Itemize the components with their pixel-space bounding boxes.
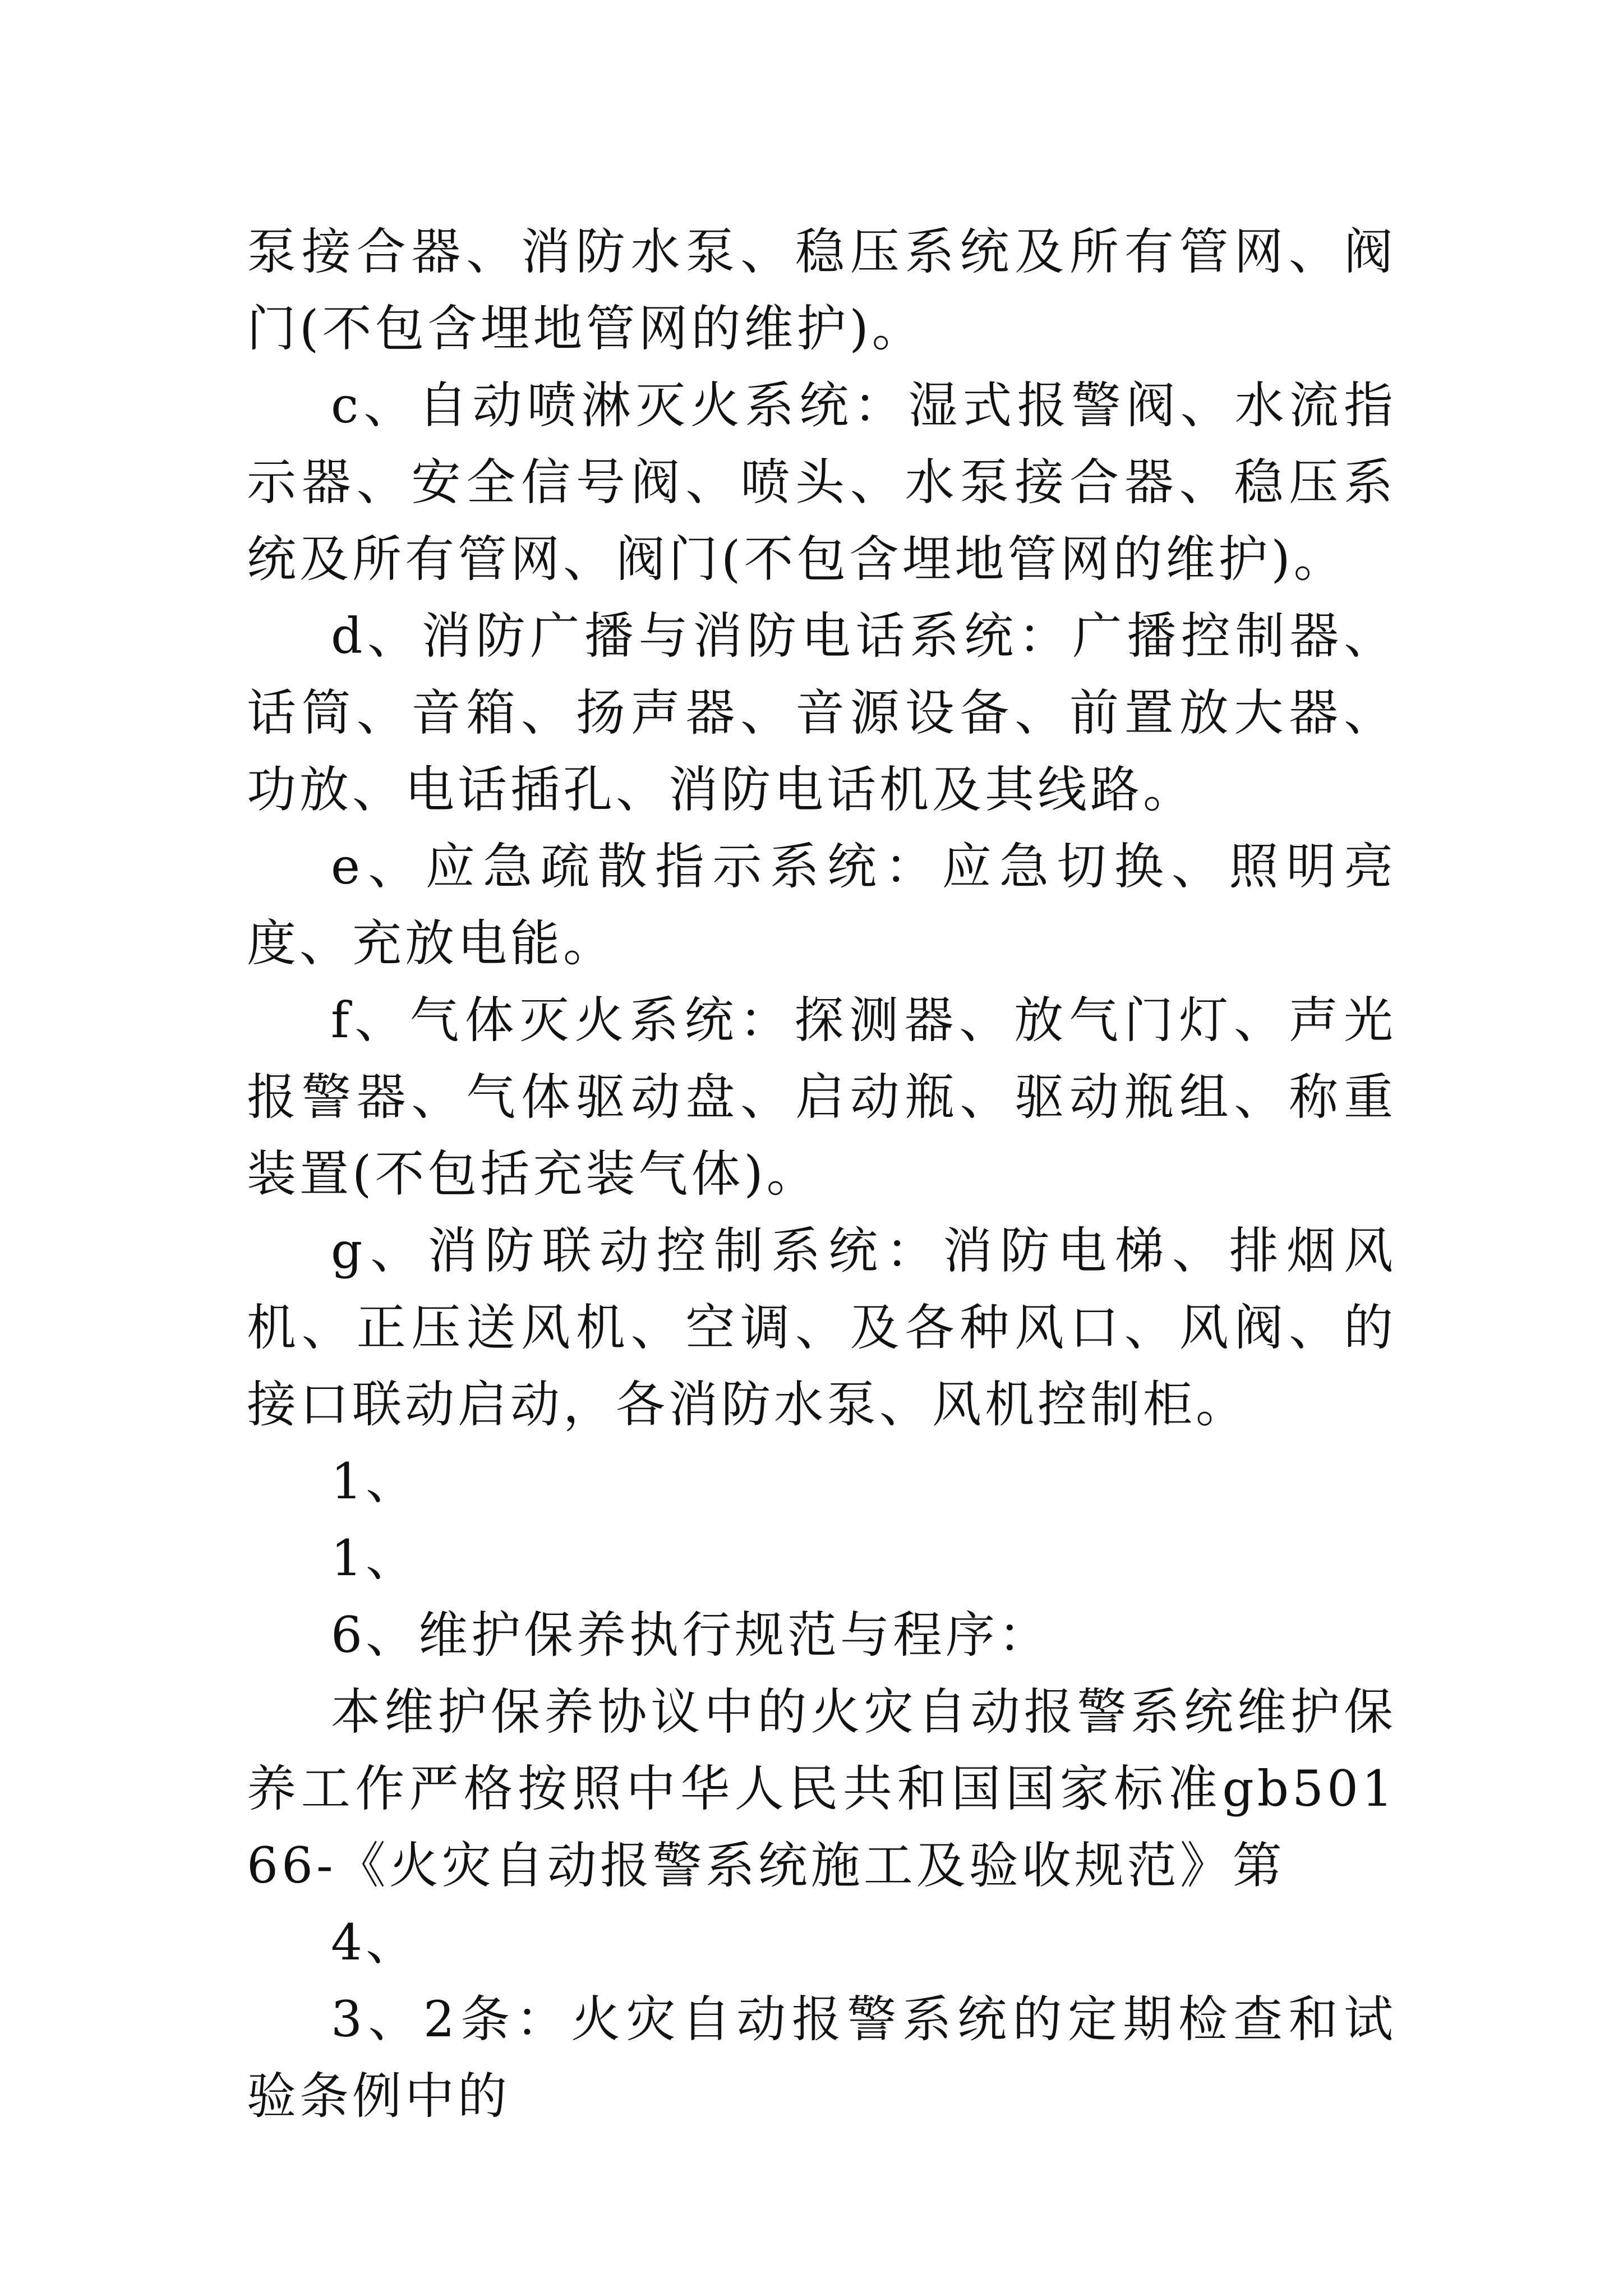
document-body bbox=[247, 213, 1396, 2134]
paragraph-emergency-evacuation-system: e、应急疏散指示系统：应急切换、照明亮度、充放电能。 bbox=[247, 838, 1396, 972]
paragraph-standard-reference: 本维护保养协议中的火灾自动报警系统维护保养工作严格按照中华人民共和国国家标准gb50166-《火灾自动报警系统施工及验收规范》第 bbox=[247, 1683, 1396, 1894]
paragraph-sprinkler-system: c、自动喷淋灭火系统：湿式报警阀、水流指示器、安全信号阀、喷头、水泵接合器、稳压系统及所有管网、阀门(不包含埋地管网的维护)。 bbox=[247, 376, 1396, 588]
paragraph-gas-extinguishing-system: f、气体灭火系统：探测器、放气门灯、声光报警器、气体驱动盘、启动瓶、驱动瓶组、称重装置(不包括充装气体)。 bbox=[247, 991, 1396, 1203]
paragraph-number-1b: 1、 bbox=[331, 1529, 418, 1587]
paragraph-broadcast-telephone-system: d、消防广播与消防电话系统：广播控制器、话筒、音箱、扬声器、音源设备、前置放大器、功放、电话插孔、消防电话机及其线路。 bbox=[247, 607, 1396, 818]
paragraph-number-4: 4、 bbox=[331, 1913, 418, 1971]
paragraph-number-1a: 1、 bbox=[331, 1452, 418, 1510]
paragraph-pump-connector: 泵接合器、消防水泵、稳压系统及所有管网、阀门(不包含埋地管网的维护)。 bbox=[247, 223, 1396, 357]
section-heading-maintenance-standards: 6、维护保养执行规范与程序： bbox=[331, 1606, 1051, 1664]
paragraph-linkage-control-system: g、消防联动控制系统：消防电梯、排烟风机、正压送风机、空调、及各种风口、风阀、的接口联动启动，各消防水泵、风机控制柜。 bbox=[247, 1222, 1396, 1433]
paragraph-clause-3-2: 3、2条：火灾自动报警系统的定期检查和试验条例中的 bbox=[247, 1990, 1396, 2125]
